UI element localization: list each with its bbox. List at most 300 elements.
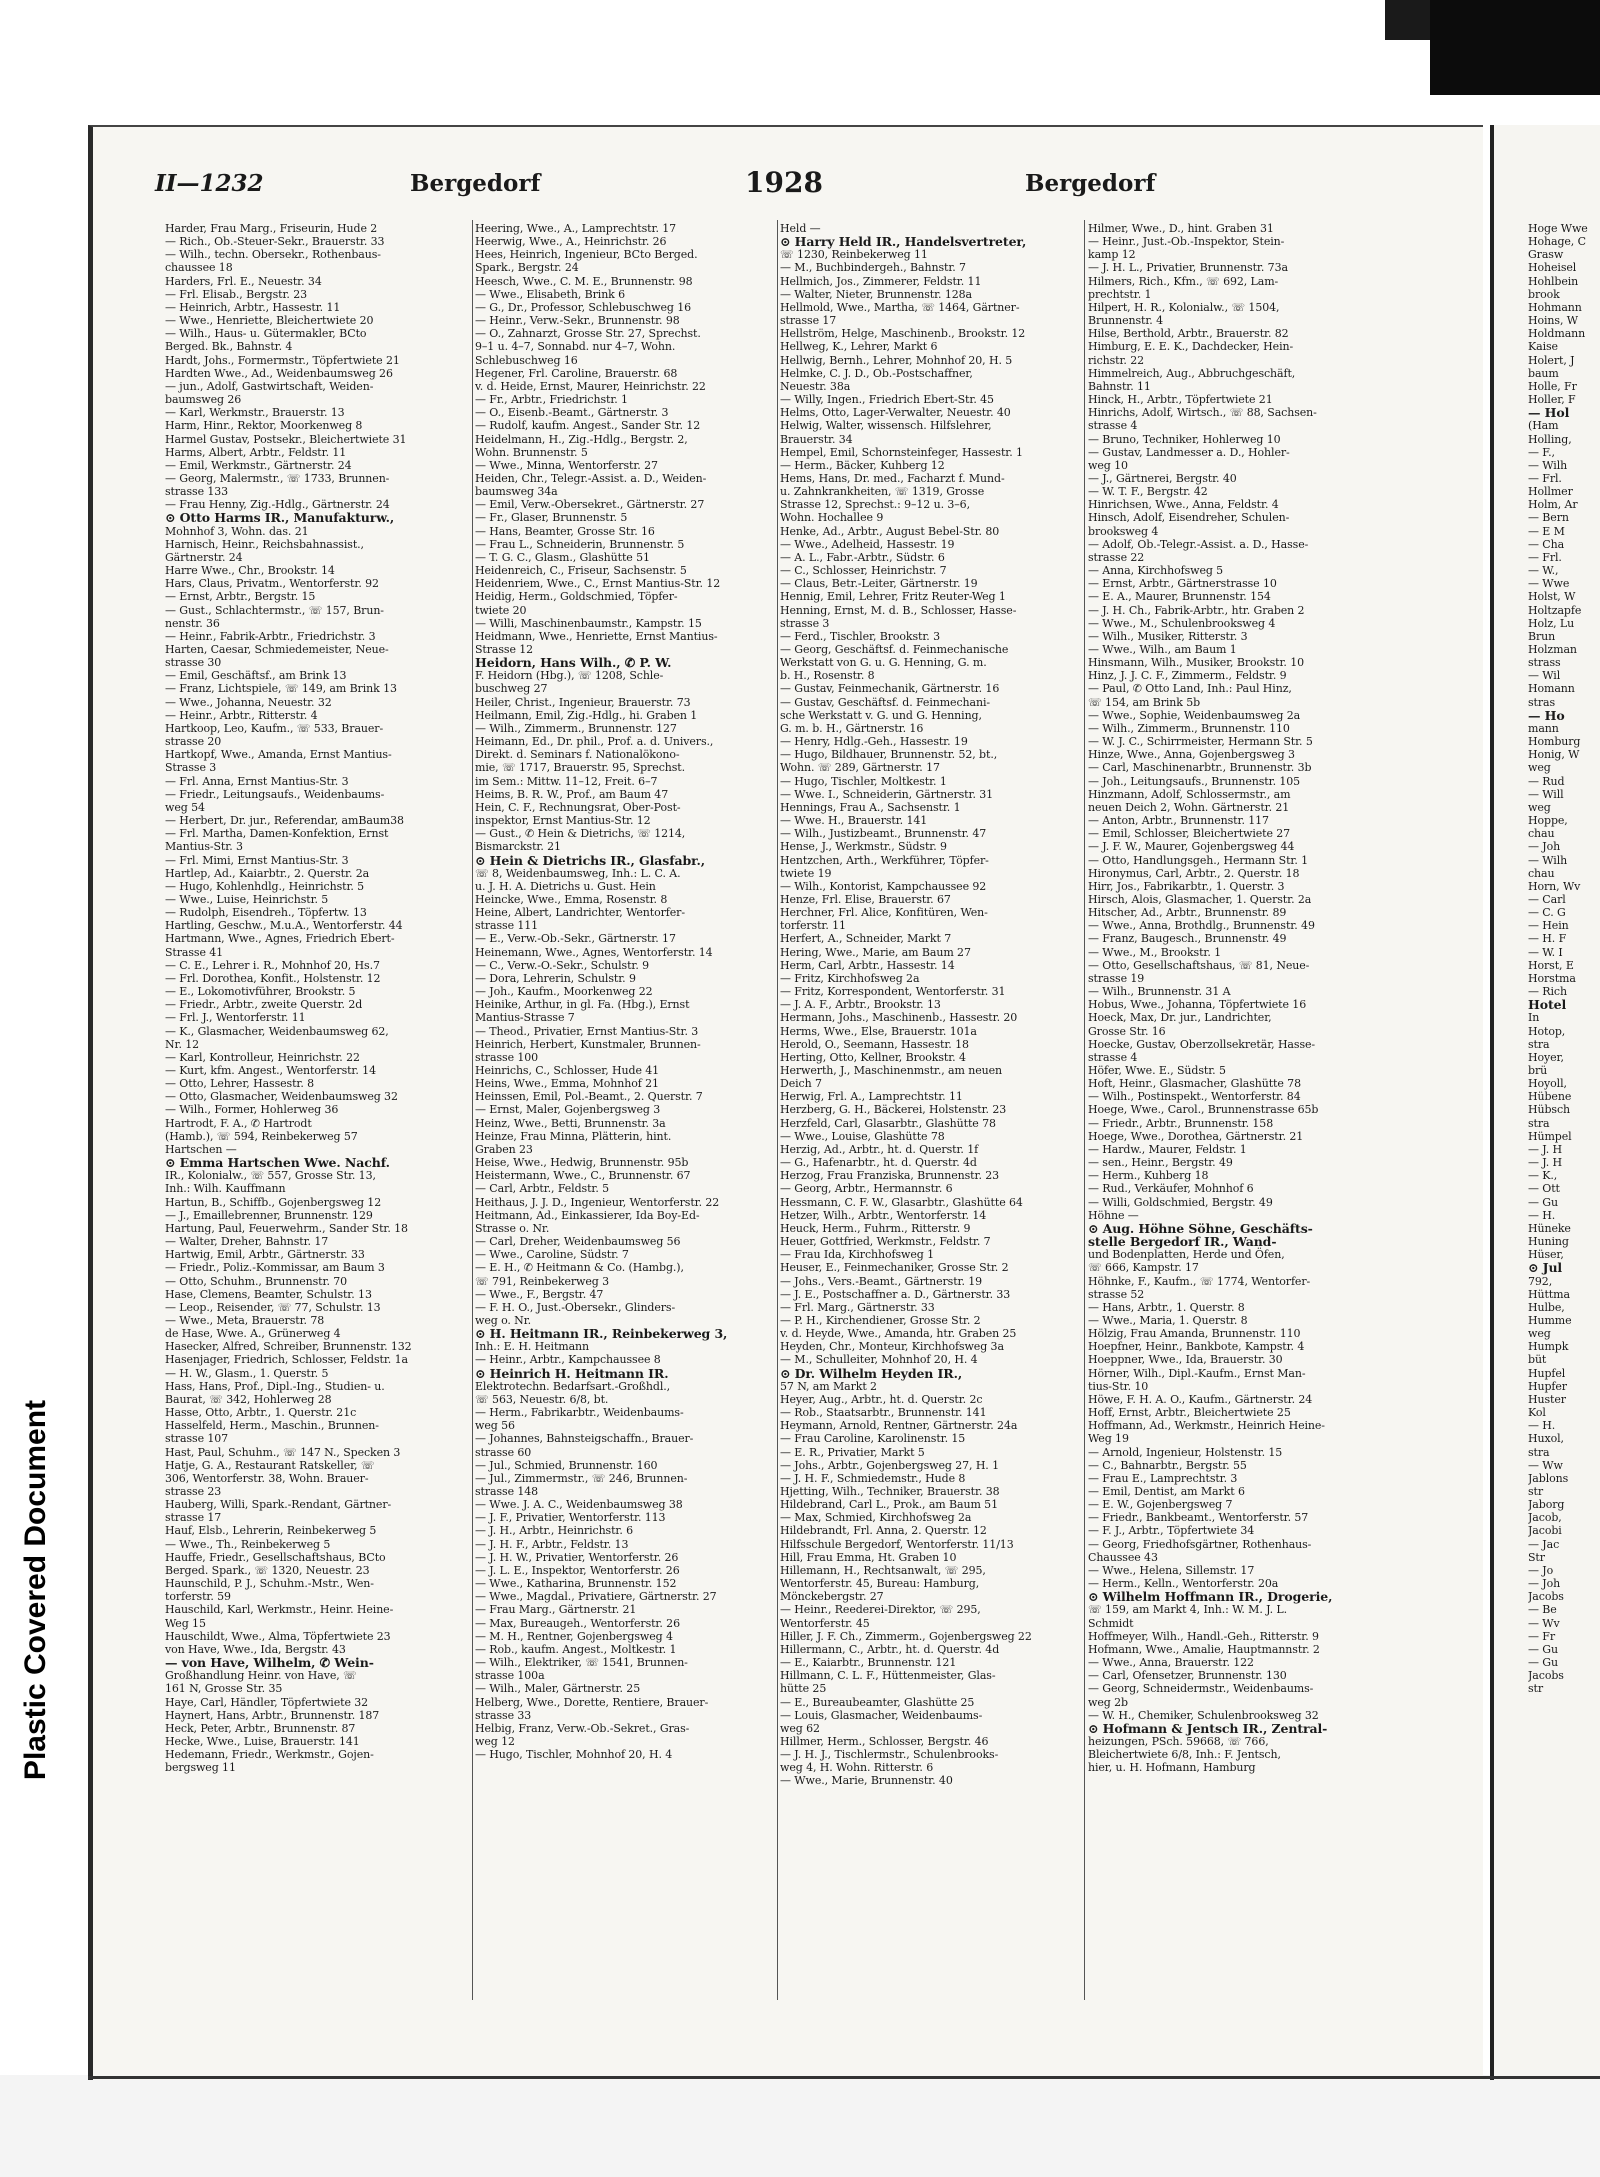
directory-entry-line: Hedemann, Friedr., Werkmstr., Gojen-: [165, 1748, 374, 1762]
directory-entry-line: b. H., Rosenstr. 8: [780, 669, 875, 683]
directory-entry-line: Hase, Clemens, Beamter, Schulstr. 13: [165, 1287, 372, 1301]
directory-entry-line: ⊙ Hofmann & Jentsch IR., Zentral-: [1088, 1720, 1328, 1736]
directory-entry-line: chau: [1528, 866, 1555, 880]
directory-entry-line: — E., Lokomotivführer, Brookstr. 5: [165, 985, 356, 999]
directory-entry-line: ☏ 791, Reinbekerweg 3: [475, 1274, 609, 1288]
directory-entry-line: Wentorferstr. 45: [780, 1616, 870, 1630]
directory-entry-line: Hofmann, Wwe., Amalie, Hauptmannstr. 2: [1088, 1642, 1320, 1656]
directory-entry-line: Heithaus, J. J. D., Ingenieur, Wentorferstr. 22: [475, 1195, 720, 1209]
directory-entry-line: — Frl. Elisab., Bergstr. 23: [165, 287, 307, 301]
directory-entry-line: Strasse 3: [165, 761, 217, 775]
directory-entry-line: — Hugo, Kohlenhdlg., Heinrichstr. 5: [165, 879, 365, 893]
directory-entry-line: — Franz, Lichtspiele, ☏ 149, am Brink 13: [165, 682, 397, 696]
directory-entry-line: Baurat, ☏ 342, Hohlerweg 28: [165, 1392, 332, 1406]
directory-entry-line: — Gust., ✆ Hein & Dietrichs, ☏ 1214,: [475, 827, 686, 841]
directory-entry-line: Hillmann, C. L. F., Hüttenmeister, Glas-: [780, 1669, 996, 1683]
directory-entry-line: — Gustav, Feinmechanik, Gärtnerstr. 16: [780, 682, 1000, 696]
directory-entry-line: — Jac: [1528, 1537, 1560, 1551]
directory-entry-line: Schlebuschweg 16: [475, 353, 578, 367]
scan-background-bottom: [0, 2075, 1600, 2177]
directory-entry-line: — Bruno, Techniker, Hohlerweg 10: [1088, 432, 1281, 446]
directory-entry-line: — Heinr., Arbtr., Kampchaussee 8: [475, 1353, 661, 1367]
directory-entry-line: nenstr. 36: [165, 616, 220, 630]
directory-entry-line: strasse 107: [165, 1432, 229, 1446]
directory-entry-line: Hartschen —: [165, 1142, 237, 1156]
directory-entry-line: Heinemann, Wwe., Agnes, Wentorferstr. 14: [475, 945, 713, 959]
directory-entry-line: — Jo: [1528, 1563, 1554, 1577]
directory-entry-line: — Wilh., Elektriker, ☏ 1541, Brunnen-: [475, 1656, 688, 1670]
directory-entry-line: — Georg, Friedhofsgärtner, Rothenhaus-: [1088, 1537, 1312, 1551]
directory-entry-line: — Fr: [1528, 1629, 1555, 1643]
directory-entry-line: — Bern: [1528, 511, 1569, 525]
directory-entry-line: — Wwe., Adelheid, Hassestr. 19: [780, 537, 955, 551]
directory-entry-line: — E. A., Maurer, Brunnenstr. 154: [1088, 590, 1271, 604]
directory-entry-line: Heyden, Chr., Monteur, Kirchhofsweg 3a: [780, 1340, 1004, 1354]
directory-entry-line: Gärtnerstr. 24: [165, 550, 243, 564]
directory-entry-line: — Wilh., Brunnenstr. 31 A: [1088, 985, 1231, 999]
directory-entry-line: weg 12: [475, 1734, 515, 1748]
directory-entry-line: — E. H., ✆ Heitmann & Co. (Hambg.),: [475, 1261, 684, 1275]
directory-entry-line: strasse 22: [1088, 550, 1145, 564]
directory-entry-line: Bahnstr. 11: [1088, 379, 1151, 393]
directory-entry-line: — Ferd., Tischler, Brookstr. 3: [780, 629, 941, 643]
directory-entry-line: — Friedr., Leitungsaufs., Weidenbaums-: [165, 787, 385, 801]
directory-entry-line: Hildebrandt, Frl. Anna, 2. Querstr. 12: [780, 1524, 987, 1538]
directory-entry-line: — Wwe., M., Schulenbrooksweg 4: [1088, 616, 1276, 630]
directory-entry-line: — Heinrich, Arbtr., Hassestr. 11: [165, 300, 341, 314]
directory-entry-line: Harten, Caesar, Schmiedemeister, Neue-: [165, 643, 389, 656]
directory-entry-line: — Friedr., Poliz.-Kommissar, am Baum 3: [165, 1261, 385, 1275]
directory-entry-line: — Wwe., M., Brookstr. 1: [1088, 945, 1222, 959]
directory-entry-line: — O., Zahnarzt, Grosse Str. 27, Sprechst.: [475, 327, 701, 341]
directory-entry-line: Strasse 41: [165, 945, 224, 959]
directory-entry-line: Heitmann, Ad., Einkassierer, Ida Boy-Ed-: [475, 1208, 700, 1222]
directory-entry-line: Hinze, Wwe., Anna, Gojenbergsweg 3: [1088, 748, 1295, 762]
directory-entry-line: — sen., Heinr., Bergstr. 49: [1088, 1156, 1233, 1170]
directory-column-4: [1088, 222, 1388, 1992]
directory-entry-line: — Gu: [1528, 1656, 1558, 1670]
directory-entry-line: weg: [1528, 800, 1551, 814]
directory-entry-line: Hauberg, Willi, Spark.-Rendant, Gärtner-: [165, 1498, 392, 1512]
directory-entry-line: — J. H: [1528, 1142, 1563, 1156]
directory-entry-line: str: [1528, 1682, 1544, 1696]
directory-entry-line: — C. E., Lehrer i. R., Mohnhof 20, Hs.7: [165, 958, 380, 972]
directory-entry-line: Holzman: [1528, 643, 1577, 656]
directory-entry-line: — K.,: [1528, 1169, 1558, 1183]
directory-entry-line: Heise, Wwe., Hedwig, Brunnenstr. 95b: [475, 1156, 689, 1170]
directory-entry-line: Höwe, F. H. A. O., Kaufm., Gärtnerstr. 24: [1088, 1392, 1313, 1406]
directory-entry-line: — W.,: [1528, 564, 1559, 578]
directory-entry-line: — O., Eisenb.-Beamt., Gärtnerstr. 3: [475, 406, 669, 420]
directory-entry-line: Hellwig, Bernh., Lehrer, Mohnhof 20, H. 5: [780, 353, 1013, 367]
directory-entry-line: — Willi, Goldschmied, Bergstr. 49: [1088, 1195, 1273, 1209]
directory-entry-line: — H. W., Glasm., 1. Querstr. 5: [165, 1366, 329, 1380]
directory-entry-line: (Hamb.), ☏ 594, Reinbekerweg 57: [165, 1129, 358, 1143]
directory-entry-line: — Wwe., Minna, Wentorferstr. 27: [475, 458, 658, 472]
directory-entry-line: Hoyer,: [1528, 1050, 1564, 1064]
directory-entry-line: — Jul., Zimmermstr., ☏ 246, Brunnen-: [475, 1471, 688, 1485]
directory-entry-line: ⊙ Dr. Wilhelm Heyden IR.,: [780, 1365, 963, 1381]
directory-entry-line: — Dora, Lehrerin, Schulstr. 9: [475, 971, 636, 985]
directory-entry-line: weg 10: [1088, 458, 1128, 472]
directory-entry-line: — M. H., Rentner, Gojenbergsweg 4: [475, 1629, 673, 1643]
directory-entry-line: — E., Kaiarbtr., Brunnenstr. 121: [780, 1656, 957, 1670]
directory-entry-line: — A. L., Fabr.-Arbtr., Südstr. 6: [780, 550, 945, 564]
directory-entry-line: Heincke, Wwe., Emma, Rosenstr. 8: [475, 892, 668, 906]
directory-entry-line: — Frl. Marg., Gärtnerstr. 33: [780, 1300, 935, 1314]
side-label-text: Plastic Covered Document: [19, 1399, 52, 1781]
directory-entry-line: strasse 23: [165, 1485, 222, 1498]
directory-entry-line: Hinz, J. J. C. F., Zimmerm., Feldstr. 9: [1088, 669, 1287, 683]
directory-entry-line: Hempel, Emil, Schornsteinfeger, Hassestr. 1: [780, 445, 1023, 459]
directory-column-2: [475, 222, 775, 1992]
directory-entry-line: — M., Schulleiter, Mohnhof 20, H. 4: [780, 1353, 978, 1367]
directory-entry-line: Holdmann: [1528, 327, 1586, 341]
directory-entry-line: — M., Buchbindergeh., Bahnstr. 7: [780, 261, 966, 275]
directory-entry-line: Hoepfner, Heinr., Bankbote, Kampstr. 4: [1088, 1340, 1305, 1354]
directory-entry-line: Heinrichs, C., Schlosser, Hude 41: [475, 1064, 660, 1077]
directory-entry-line: Heidig, Herm., Goldschmied, Töpfer-: [475, 590, 678, 604]
directory-entry-line: Hoege, Wwe., Dorothea, Gärtnerstr. 21: [1088, 1129, 1304, 1143]
directory-entry-line: Helberg, Wwe., Dorette, Rentiere, Brauer-: [475, 1695, 709, 1709]
directory-entry-line: Hollmer: [1528, 485, 1573, 499]
directory-entry-line: — Rudolf, kaufm. Angest., Sander Str. 12: [475, 419, 701, 433]
directory-entry-line: Hoeck, Max, Dr. jur., Landrichter,: [1088, 1011, 1272, 1025]
directory-entry-line: Herwig, Frl. A., Lamprechtstr. 11: [780, 1090, 963, 1104]
directory-entry-line: — G., Dr., Professor, Schlebuschweg 16: [475, 300, 692, 314]
directory-entry-line: brooksweg 4: [1088, 524, 1159, 538]
directory-entry-line: — J. H. F., Arbtr., Feldstr. 13: [475, 1537, 629, 1551]
directory-entry-line: — W. T. F., Bergstr. 42: [1088, 485, 1208, 499]
directory-entry-line: Holz, Lu: [1528, 616, 1575, 630]
directory-entry-line: — Heinr., Fabrik-Arbtr., Friedrichstr. 3: [165, 629, 376, 643]
directory-entry-line: Heiden, Chr., Telegr.-Assist. a. D., Weiden-: [475, 471, 707, 485]
directory-entry-line: Werkstatt von G. u. G. Henning, G. m.: [780, 656, 987, 670]
directory-entry-line: Hoff, Ernst, Arbtr., Bleichertwiete 25: [1088, 1406, 1291, 1420]
directory-entry-line: — Hol: [1528, 405, 1570, 421]
directory-entry-line: Hohlbein: [1528, 274, 1579, 288]
directory-entry-line: — F. H. O., Just.-Obersekr., Glinders-: [475, 1300, 676, 1314]
directory-entry-line: Hartling, Geschw., M.u.A., Wentorferstr. 44: [165, 919, 403, 933]
directory-entry-line: tius-Str. 10: [1088, 1379, 1149, 1393]
directory-entry-line: bergsweg 11: [165, 1761, 236, 1775]
directory-entry-line: Hems, Hans, Dr. med., Facharzt f. Mund-: [780, 471, 1005, 485]
directory-entry-line: Hillermann, C., Arbtr., ht. d. Querstr. 4d: [780, 1642, 1000, 1656]
directory-entry-line: v. d. Heide, Ernst, Maurer, Heinrichstr. 22: [475, 379, 706, 393]
directory-entry-line: — Fritz, Kirchhofsweg 2a: [780, 971, 920, 985]
directory-entry-line: Hilfsschule Bergedorf, Wentorferstr. 11/13: [780, 1537, 1014, 1551]
directory-entry-line: strasse 4: [1088, 1050, 1138, 1064]
directory-entry-line: Haye, Carl, Händler, Töpfertwiete 32: [165, 1695, 369, 1709]
directory-entry-line: Haynert, Hans, Arbtr., Brunnenstr. 187: [165, 1708, 380, 1722]
directory-entry-line: ☏ 159, am Markt 4, Inh.: W. M. J. L.: [1088, 1603, 1287, 1617]
directory-entry-line: Herold, O., Seemann, Hassestr. 18: [780, 1037, 969, 1051]
directory-entry-line: ⊙ Jul: [1528, 1260, 1563, 1276]
directory-entry-line: — Ernst, Arbtr., Gärtnerstrasse 10: [1088, 577, 1277, 591]
page-header: [155, 162, 1160, 206]
directory-entry-line: Hoins, W: [1528, 314, 1578, 328]
directory-entry-line: — Wilh., Justizbeamt., Brunnenstr. 47: [780, 827, 987, 841]
directory-entry-line: — Wwe., Marie, Brunnenstr. 40: [780, 1774, 953, 1788]
directory-entry-line: Homann: [1528, 682, 1575, 696]
directory-entry-line: Hinrichs, Adolf, Wirtsch., ☏ 88, Sachsen-: [1088, 406, 1317, 420]
directory-entry-line: Hasse, Otto, Arbtr., 1. Querstr. 21c: [165, 1406, 357, 1420]
directory-entry-line: — Wwe., Johanna, Neuestr. 32: [165, 695, 332, 709]
directory-entry-line: ⊙ Wilhelm Hoffmann IR., Drogerie,: [1088, 1589, 1333, 1605]
directory-entry-line: — Otto, Glasmacher, Weidenbaumsweg 32: [165, 1090, 398, 1104]
directory-entry-line: Holst, W: [1528, 590, 1576, 604]
directory-entry-line: — J. H., Arbtr., Heinrichstr. 6: [475, 1524, 634, 1538]
directory-entry-line: Haunschild, P. J., Schuhm.-Mstr., Wen-: [165, 1577, 374, 1591]
directory-entry-line: Grosse Str. 16: [1088, 1024, 1166, 1038]
directory-entry-line: Strasse o. Nr.: [475, 1221, 550, 1235]
directory-entry-line: Heinze, Frau Minna, Plätterin, hint.: [475, 1129, 672, 1143]
directory-entry-line: — Heinr., Just.-Ob.-Inspektor, Stein-: [1088, 235, 1285, 249]
directory-entry-line: Hüser,: [1528, 1248, 1564, 1262]
directory-entry-line: Berged. Spark., ☏ 1320, Neuestr. 23: [165, 1563, 370, 1577]
directory-entry-line: Hauf, Elsb., Lehrerin, Reinbekerweg 5: [165, 1524, 377, 1538]
directory-entry-line: Hinsch, Adolf, Eisendreher, Schulen-: [1088, 511, 1290, 525]
directory-entry-line: — Ernst, Arbtr., Bergstr. 15: [165, 590, 316, 604]
directory-entry-line: Hübene: [1528, 1090, 1572, 1104]
directory-entry-line: — Emil, Schlosser, Bleichertwiete 27: [1088, 827, 1291, 841]
directory-entry-line: — Frau Marg., Gärtnerstr. 21: [475, 1603, 637, 1617]
directory-entry-line: — Ho: [1528, 707, 1565, 723]
directory-entry-line: — Hans, Arbtr., 1. Querstr. 8: [1088, 1300, 1245, 1314]
directory-entry-line: Herzig, Ad., Arbtr., ht. d. Querstr. 1f: [780, 1142, 979, 1156]
directory-entry-line: Elektrotechn. Bedarfsart.-Großhdl.,: [475, 1379, 671, 1393]
directory-entry-line: Hellweg, K., Lehrer, Markt 6: [780, 340, 938, 354]
directory-entry-line: u. Zahnkrankheiten, ☏ 1319, Grosse: [780, 485, 985, 499]
directory-entry-line: — Frau E., Lamprechtstr. 3: [1088, 1471, 1238, 1485]
scan-edge-dark-mid: [1385, 0, 1430, 40]
directory-entry-line: Hinzmann, Adolf, Schlossermstr., am: [1088, 787, 1291, 801]
directory-entry-line: — Frl. Mimi, Ernst Mantius-Str. 3: [165, 853, 349, 867]
directory-entry-line: Hetzer, Wilh., Arbtr., Wentorferstr. 14: [780, 1208, 987, 1222]
directory-entry-line: Hessmann, C. F. W., Glasarbtr., Glashütte 64: [780, 1195, 1023, 1209]
directory-entry-line: Hass, Hans, Prof., Dipl.-Ing., Studien- u.: [165, 1379, 385, 1393]
directory-entry-line: ☏ 563, Neuestr. 6/8, bt.: [475, 1392, 609, 1406]
directory-entry-line: Hohage, C: [1528, 235, 1586, 249]
directory-entry-line: — Georg, Arbtr., Hermannstr. 6: [780, 1182, 953, 1196]
directory-entry-line: Höhnke, F., Kaufm., ☏ 1774, Wentorfer-: [1088, 1274, 1311, 1288]
directory-entry-line: — Ott: [1528, 1182, 1560, 1196]
directory-entry-line: Mohnhof 3, Wohn. das. 21: [165, 524, 309, 538]
directory-entry-line: — Frau L., Schneiderin, Brunnenstr. 5: [475, 537, 685, 551]
directory-entry-line: — Wilh., Zimmerm., Brunnenstr. 127: [475, 721, 677, 735]
directory-entry-line: mie, ☏ 1717, Brauerstr. 95, Sprechst.: [475, 761, 685, 775]
directory-entry-line: Holle, Fr: [1528, 379, 1577, 393]
directory-entry-line: — Herm., Bäcker, Kuhberg 12: [780, 458, 945, 472]
directory-entry-line: — Otto, Lehrer, Hassestr. 8: [165, 1077, 315, 1091]
directory-entry-line: Weg 19: [1088, 1432, 1129, 1446]
directory-entry-line: — Hans, Beamter, Grosse Str. 16: [475, 524, 655, 538]
directory-entry-line: Wohn. Brunnenstr. 5: [475, 445, 588, 459]
directory-entry-line: Heims, B. R. W., Prof., am Baum 47: [475, 787, 669, 801]
directory-entry-line: Herzog, Frau Franziska, Brunnenstr. 23: [780, 1169, 1000, 1183]
directory-entry-line: Herfert, A., Schneider, Markt 7: [780, 932, 952, 946]
directory-entry-line: — Wilh: [1528, 853, 1568, 867]
directory-entry-line: Berged. Bk., Bahnstr. 4: [165, 340, 293, 354]
directory-entry-line: — W. I: [1528, 945, 1563, 959]
directory-entry-line: Hüneke: [1528, 1221, 1571, 1235]
directory-entry-line: Harders, Frl. E., Neuestr. 34: [165, 274, 322, 288]
directory-entry-line: Brunnenstr. 4: [1088, 314, 1163, 328]
directory-entry-line: — Frau Henny, Zig.-Hdlg., Gärtnerstr. 24: [165, 498, 390, 512]
directory-entry-line: Hoge Wwe: [1528, 222, 1588, 235]
directory-entry-line: — C., Verw.-O.-Sekr., Schulstr. 9: [475, 958, 650, 972]
directory-entry-line: Herting, Otto, Kellner, Brookstr. 4: [780, 1050, 966, 1064]
directory-entry-line: — Walter, Nieter, Brunnenstr. 128a: [780, 287, 972, 301]
directory-entry-line: Hill, Frau Emma, Ht. Graben 10: [780, 1550, 957, 1564]
directory-entry-line: Bismarckstr. 21: [475, 840, 561, 854]
directory-entry-line: In: [1528, 1011, 1540, 1025]
directory-entry-line: mann: [1528, 721, 1559, 735]
directory-entry-line: Hoyoll,: [1528, 1077, 1567, 1091]
directory-entry-line: Heiler, Christ., Ingenieur, Brauerstr. 73: [475, 695, 691, 709]
directory-entry-line: — J. H. L., Privatier, Brunnenstr. 73a: [1088, 261, 1288, 275]
column-rule: [472, 220, 473, 2000]
directory-entry-line: Heyer, Aug., Arbtr., ht. d. Querstr. 2c: [780, 1392, 983, 1406]
directory-entry-line: Hoffmeyer, Wilh., Handl.-Geh., Ritterstr. 9: [1088, 1629, 1319, 1643]
directory-entry-line: — Joh: [1528, 1577, 1561, 1591]
directory-entry-line: — Fritz, Korrespondent, Wentorferstr. 31: [780, 985, 1006, 999]
directory-entry-line: Heinike, Arthur, in gl. Fa. (Hbg.), Ernst: [475, 998, 690, 1012]
directory-entry-line: Jacobi: [1528, 1524, 1562, 1538]
directory-entry-line: im Sem.: Mittw. 11–12, Freit. 6–7: [475, 774, 658, 788]
directory-entry-line: Heerwig, Wwe., A., Heinrichstr. 26: [475, 235, 667, 249]
directory-entry-line: Schmidt: [1088, 1616, 1134, 1630]
directory-entry-line: strass: [1528, 656, 1561, 670]
directory-entry-line: weg: [1528, 1327, 1551, 1341]
directory-entry-line: Hardt, Johs., Formermstr., Töpfertwiete 21: [165, 353, 400, 367]
directory-entry-line: — Wwe., Sophie, Weidenbaumsweg 2a: [1088, 708, 1301, 722]
directory-entry-line: ☏ 666, Kampstr. 17: [1088, 1261, 1199, 1275]
directory-entry-line: Hasselfeld, Herm., Maschin., Brunnen-: [165, 1419, 379, 1433]
directory-entry-line: — Wwe: [1528, 577, 1570, 591]
directory-entry-line: weg: [1528, 761, 1551, 775]
directory-entry-line: Helmke, C. J. D., Ob.-Postschaffner,: [780, 366, 973, 380]
directory-entry-line: Hegener, Frl. Caroline, Brauerstr. 68: [475, 366, 678, 380]
directory-entry-line: Heinssen, Emil, Pol.-Beamt., 2. Querstr. 7: [475, 1090, 703, 1104]
directory-entry-line: Direkt. d. Seminars f. Nationalökono-: [475, 748, 680, 762]
directory-entry-line: Hilse, Berthold, Arbtr., Brauerstr. 82: [1088, 327, 1289, 341]
directory-entry-line: Hoege, Wwe., Carol., Brunnenstrasse 65b: [1088, 1103, 1319, 1117]
directory-entry-line: Helms, Otto, Lager-Verwalter, Neuestr. 40: [780, 406, 1011, 420]
column-rule: [777, 220, 778, 2000]
directory-entry-line: Heine, Albert, Landrichter, Wentorfer-: [475, 906, 685, 920]
directory-entry-line: — Claus, Betr.-Leiter, Gärtnerstr. 19: [780, 577, 978, 591]
directory-entry-line: — Hugo, Tischler, Mohnhof 20, H. 4: [475, 1748, 673, 1762]
directory-entry-line: Hellmold, Wwe., Martha, ☏ 1464, Gärtner-: [780, 300, 1020, 314]
directory-entry-line: Hartung, Paul, Feuerwehrm., Sander Str. 18: [165, 1221, 408, 1235]
scan-edge-dark-right: [1430, 0, 1600, 95]
directory-entry-line: Hörner, Wilh., Dipl.-Kaufm., Ernst Man-: [1088, 1366, 1306, 1380]
directory-entry-line: hier, u. H. Hofmann, Hamburg: [1088, 1761, 1256, 1775]
directory-entry-line: strasse 133: [165, 485, 229, 499]
directory-entry-line: stra: [1528, 1116, 1550, 1130]
directory-entry-line: Harms, Albert, Arbtr., Feldstr. 11: [165, 445, 347, 459]
directory-entry-line: — C., Bahnarbtr., Bergstr. 55: [1088, 1458, 1247, 1472]
directory-entry-line: Holert, J: [1528, 353, 1575, 367]
directory-entry-line: — Carl: [1528, 892, 1566, 906]
directory-entry-line: strasse 33: [475, 1708, 532, 1722]
directory-entry-line: — Willi, Maschinenbaumstr., Kampstr. 15: [475, 616, 702, 630]
directory-entry-line: — E. W., Gojenbergsweg 7: [1088, 1498, 1233, 1512]
directory-entry-line: — Fr., Arbtr., Friedrichstr. 1: [475, 393, 628, 407]
directory-entry-line: Graben 23: [475, 1142, 533, 1156]
directory-entry-line: Hartrodt, F. A., ✆ Hartrodt: [165, 1116, 312, 1130]
directory-entry-line: Heinz, Wwe., Betti, Brunnenstr. 3a: [475, 1116, 666, 1130]
directory-entry-line: Hilmers, Rich., Kfm., ☏ 692, Lam-: [1088, 274, 1279, 288]
directory-entry-line: — Frau Caroline, Karolinenstr. 15: [780, 1432, 966, 1446]
directory-entry-line: Herzfeld, Carl, Glasarbtr., Glashütte 78: [780, 1116, 996, 1130]
page-number: II—1232: [155, 170, 264, 197]
header-title-left: Bergedorf: [410, 170, 541, 197]
directory-entry-line: Hasenjager, Friedrich, Schlosser, Feldstr. 1a: [165, 1353, 408, 1367]
directory-entry-line: Hirsch, Alois, Glasmacher, 1. Querstr. 2a: [1088, 892, 1312, 906]
directory-entry-line: weg 4, H. Wohn. Ritterstr. 6: [780, 1761, 934, 1775]
directory-entry-line: — F. J., Arbtr., Töpfertwiete 34: [1088, 1524, 1255, 1538]
directory-entry-line: — Otto, Gesellschaftshaus, ☏ 81, Neue-: [1088, 958, 1310, 972]
directory-entry-line: Honig, W: [1528, 748, 1580, 762]
directory-entry-line: Hinrichsen, Wwe., Anna, Feldstr. 4: [1088, 498, 1279, 512]
directory-entry-line: — Rob., Staatsarbtr., Brunnenstr. 141: [780, 1406, 987, 1420]
directory-entry-line: Hinck, H., Arbtr., Töpfertwiete 21: [1088, 393, 1273, 407]
directory-entry-line: Hilpert, H. R., Kolonialw., ☏ 1504,: [1088, 300, 1280, 314]
directory-entry-line: Hauschildt, Wwe., Alma, Töpfertwiete 23: [165, 1629, 391, 1643]
directory-entry-line: prechtstr. 1: [1088, 287, 1152, 301]
directory-entry-line: — J. H: [1528, 1156, 1563, 1170]
directory-entry-line: — Theod., Privatier, Ernst Mantius-Str. 3: [475, 1024, 699, 1038]
directory-entry-line: — Hein: [1528, 919, 1569, 933]
directory-entry-line: — Wwe., Henriette, Bleichertwiete 20: [165, 314, 374, 328]
directory-entry-line: — J. H. F., Schmiedemstr., Hude 8: [780, 1471, 966, 1485]
directory-entry-line: — J. H. W., Privatier, Wentorferstr. 26: [475, 1550, 679, 1564]
directory-entry-line: — E., Verw.-Ob.-Sekr., Gärtnerstr. 17: [475, 932, 676, 946]
directory-entry-line: strasse 17: [165, 1511, 222, 1525]
directory-entry-line: Hoeppner, Wwe., Ida, Brauerstr. 30: [1088, 1353, 1283, 1367]
directory-entry-line: Neuestr. 38a: [780, 379, 851, 393]
directory-entry-line: Himburg, E. E. K., Dachdecker, Hein-: [1088, 340, 1294, 354]
directory-entry-line: inspektor, Ernst Mantius-Str. 12: [475, 814, 651, 828]
directory-entry-line: — Max, Bureaugeh., Wentorferstr. 26: [475, 1616, 680, 1630]
directory-entry-line: — Georg, Geschäftsf. d. Feinmechanische: [780, 643, 1009, 656]
directory-entry-line: — Cha: [1528, 537, 1565, 551]
directory-entry-line: Hauffe, Friedr., Gesellschaftshaus, BCto: [165, 1550, 386, 1564]
directory-entry-line: Homburg: [1528, 735, 1581, 749]
directory-entry-line: — Carl, Maschinenarbtr., Brunnenstr. 3b: [1088, 761, 1312, 775]
directory-entry-line: ☏ 154, am Brink 5b: [1088, 695, 1201, 709]
directory-entry-line: Hölzig, Frau Amanda, Brunnenstr. 110: [1088, 1327, 1301, 1341]
directory-entry-line: — J., Emaillebrenner, Brunnenstr. 129: [165, 1208, 373, 1222]
directory-entry-line: Humpk: [1528, 1340, 1569, 1354]
facing-page-column: [1528, 222, 1600, 1702]
directory-entry-line: — Wwe., Elisabeth, Brink 6: [475, 287, 626, 301]
directory-entry-line: Heidmann, Wwe., Henriette, Ernst Mantius-: [475, 629, 718, 643]
directory-entry-line: — Rich., Ob.-Steuer-Sekr., Brauerstr. 33: [165, 235, 385, 249]
directory-entry-line: Harre Wwe., Chr., Brookstr. 14: [165, 564, 335, 578]
directory-entry-line: — Carl, Ofensetzer, Brunnenstr. 130: [1088, 1669, 1287, 1683]
directory-entry-line: — J., Gärtnerei, Bergstr. 40: [1088, 471, 1237, 485]
directory-entry-line: Huster: [1528, 1392, 1566, 1406]
directory-entry-line: — Otto, Handlungsgeh., Hermann Str. 1: [1088, 853, 1309, 867]
directory-entry-line: Hillemann, H., Rechtsanwalt, ☏ 295,: [780, 1563, 986, 1577]
directory-entry-line: Grasw: [1528, 248, 1564, 262]
directory-entry-line: Heimann, Ed., Dr. phil., Prof. a. d. Univers.,: [475, 735, 714, 749]
directory-entry-line: Brun: [1528, 629, 1556, 643]
directory-entry-line: — Franz, Baugesch., Brunnenstr. 49: [1088, 932, 1287, 946]
